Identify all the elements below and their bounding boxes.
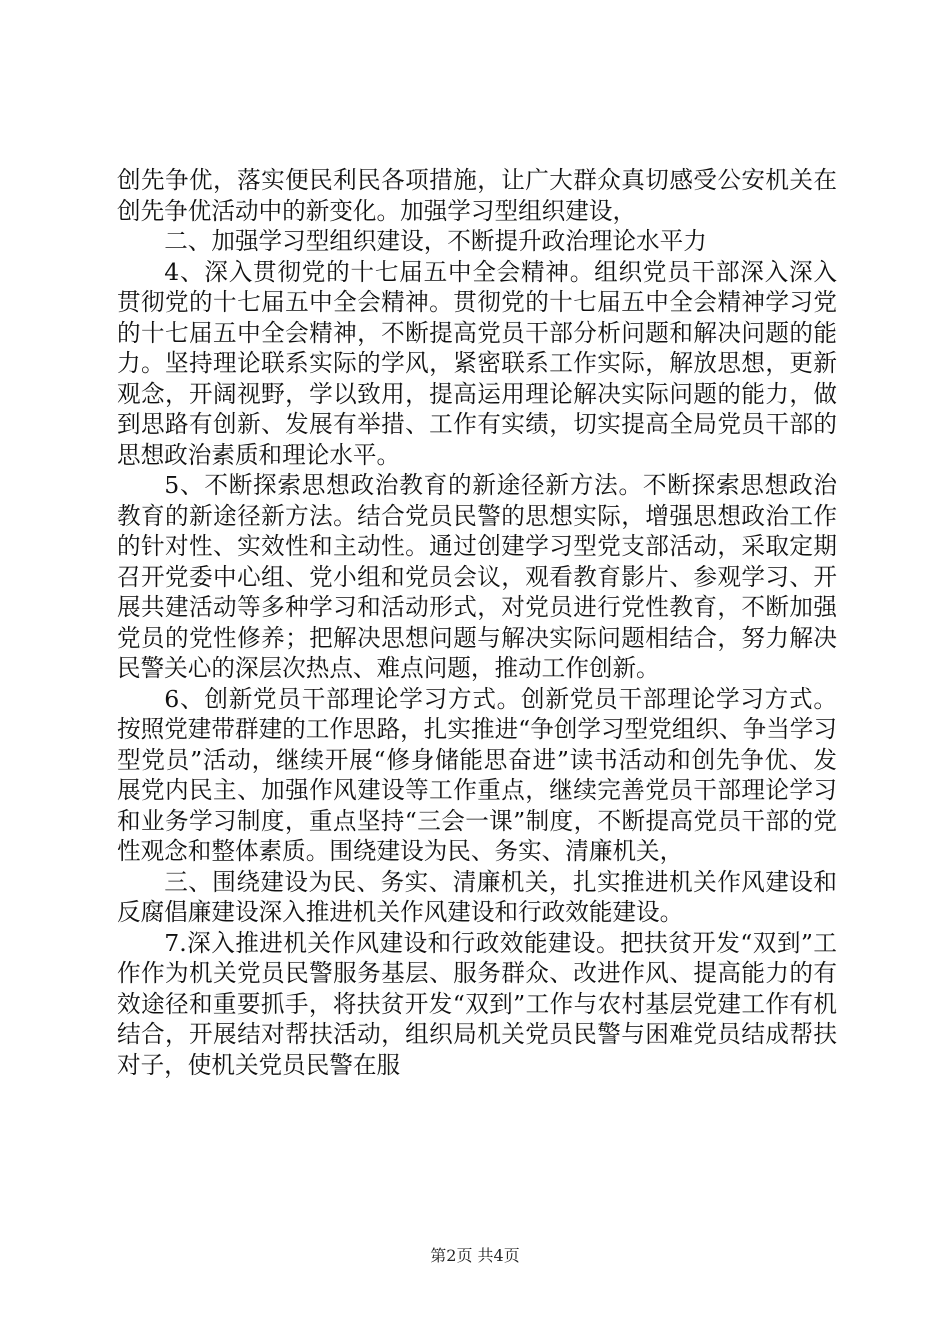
paragraph-item-4: 4、深入贯彻党的十七届五中全会精神。组织党员干部深入深入贯彻党的十七届五中全会精神。贯彻党的十七届五中全会精神学习党的十七届五中全会精神，不断提高党员干部分析问题和解决问题的能力。坚持理论联系实际的学风，紧密联系工作实际，解放思想，更新观念，开阔视野，学以致用，提高运用理论解决实际问题的能力，做到思路有创新、发展有举措、工作有实绩，切实提高全局党员干部的思想政治素质和理论水平。 — [117, 257, 837, 469]
document-body — [117, 165, 837, 1080]
section-heading-3: 三、围绕建设为民、务实、清廉机关，扎实推进机关作风建设和反腐倡廉建设深入推进机关作风建设和行政效能建设。 — [117, 867, 837, 926]
paragraph-item-6: 6、创新党员干部理论学习方式。创新党员干部理论学习方式。按照党建带群建的工作思路，扎实推进“争创学习型党组织、争当学习型党员”活动，继续开展“修身储能思奋进”读书活动和创先争优、发展党内民主、加强作风建设等工作重点，继续完善党员干部理论学习和业务学习制度，重点坚持“三会一课”制度，不断提高党员干部的党性观念和整体素质。围绕建设为民、务实、清廉机关， — [117, 684, 837, 865]
page-number-label: 第2页 共4页 — [430, 1246, 520, 1265]
section-heading-2: 二、加强学习型组织建设，不断提升政治理论水平力 — [164, 227, 707, 255]
paragraph-item-5: 5、不断探索思想政治教育的新途径新方法。不断探索思想政治教育的新途径新方法。结合党员民警的思想实际，增强思想政治工作的针对性、实效性和主动性。通过创建学习型党支部活动，采取定期召开党委中心组、党小组和党员会议，观看教育影片、参观学习、开展共建活动等多种学习和活动形式，对党员进行党性教育，不断加强党员的党性修养；把解决思想问题与解决实际问题相结合，努力解决民警关心的深层次热点、难点问题，推动工作创新。 — [117, 471, 837, 682]
paragraph-item-7: 7.深入推进机关作风建设和行政效能建设。把扶贫开发“双到”工作作为机关党员民警服务基层、服务群众、改进作风、提高能力的有效途径和重要抓手，将扶贫开发“双到”工作与农村基层党建工作有机结合，开展结对帮扶活动，组织局机关党员民警与困难党员结成帮扶对子，使机关党员民警在服 — [117, 928, 837, 1079]
paragraph-continuation: 创先争优，落实便民利民各项措施，让广大群众真切感受公安机关在创先争优活动中的新变化。加强学习型组织建设， — [117, 166, 837, 225]
page-footer — [0, 1243, 950, 1266]
